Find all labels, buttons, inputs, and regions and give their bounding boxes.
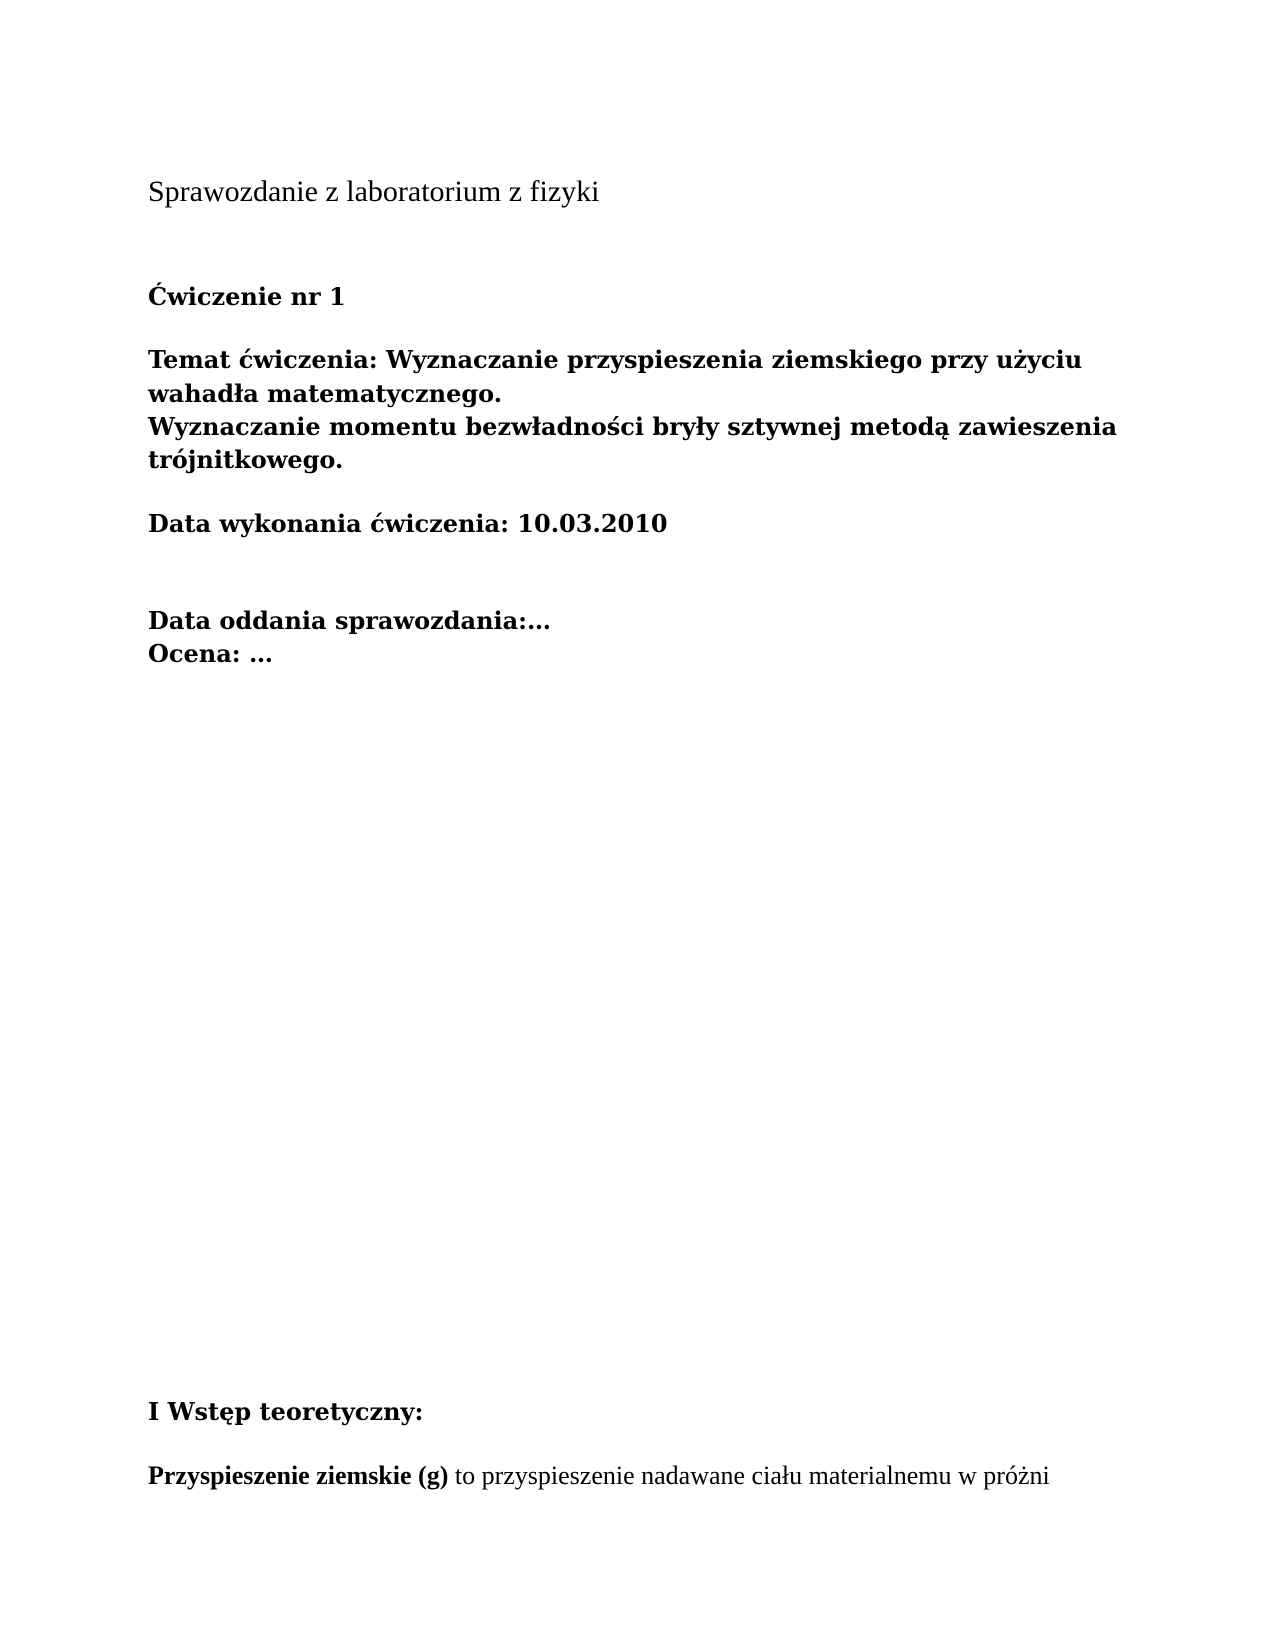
- topic-line-2: wahadła matematycznego.: [148, 379, 503, 408]
- topic-line-1: Temat ćwiczenia: Wyznaczanie przyspieszenia ziemskiego przy użyciu: [148, 345, 1083, 374]
- execution-date: Data wykonania ćwiczenia: 10.03.2010: [148, 509, 668, 538]
- intro-term: Przyspieszenie ziemskie (g): [148, 1461, 449, 1490]
- exercise-number: Ćwiczenie nr 1: [148, 282, 346, 311]
- topic-line-4: trójnitkowego.: [148, 445, 344, 474]
- section-heading: I Wstęp teoretyczny:: [148, 1397, 424, 1426]
- topic-line-3: Wyznaczanie momentu bezwładności bryły sztywnej metodą zawieszenia: [148, 412, 1118, 441]
- submission-date: Data oddania sprawozdania:…: [148, 606, 552, 635]
- document-title: Sprawozdanie z laboratorium z fizyki: [148, 175, 600, 208]
- intro-paragraph: [148, 1460, 1050, 1491]
- intro-text: to przyspieszenie nadawane ciału materialnemu w próżni: [448, 1461, 1050, 1490]
- grade: Ocena: …: [148, 639, 274, 668]
